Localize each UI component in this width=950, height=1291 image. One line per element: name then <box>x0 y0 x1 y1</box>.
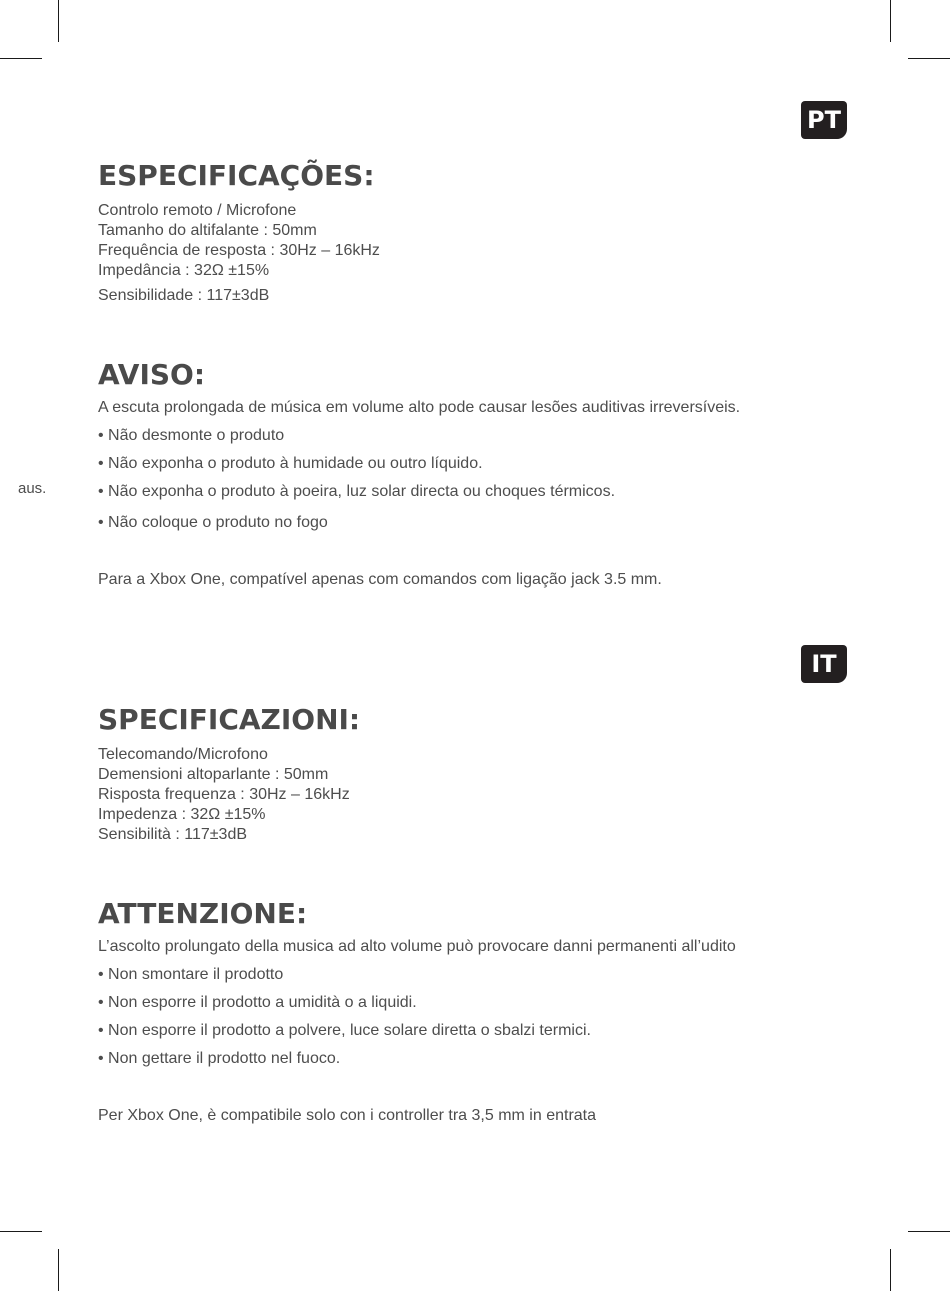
crop-mark-bottom-left-vertical <box>58 1249 59 1291</box>
it-warning-bullet: • Non esporre il prodotto a polvere, luce solare diretta o sbalzi termici. <box>98 1022 591 1039</box>
crop-mark-bottom-right-horizontal <box>908 1231 950 1232</box>
pt-spec-line: Controlo remoto / Microfone <box>98 202 297 219</box>
it-compatibility-note: Per Xbox One, è compatibile solo con i controller tra 3,5 mm in entrata <box>98 1107 597 1124</box>
it-specs-section <box>98 704 360 845</box>
pt-warning-section <box>98 359 740 537</box>
pt-specs-title: ESPECIFICAÇÕES: <box>98 159 375 192</box>
pt-specs-section <box>98 160 380 306</box>
stray-text: aus. <box>18 480 47 497</box>
it-spec-line: Risposta frequenza : 30Hz – 16kHz <box>98 786 350 803</box>
language-badge-it: IT <box>801 645 847 683</box>
pt-spec-line: Impedância : 32Ω ±15% <box>98 262 270 279</box>
pt-warning-intro: A escuta prolongada de música em volume alto pode causar lesões auditivas irreversíveis. <box>98 399 741 416</box>
pt-compatibility-note: Para a Xbox One, compatível apenas com comandos com ligação jack 3.5 mm. <box>98 571 662 588</box>
pt-warning-bullet: • Não coloque o produto no fogo <box>98 514 328 531</box>
it-warning-bullet: • Non smontare il prodotto <box>98 966 284 983</box>
pt-warning-bullet: • Não exponha o produto à humidade ou outro líquido. <box>98 455 483 472</box>
pt-spec-line: Frequência de resposta : 30Hz – 16kHz <box>98 242 380 259</box>
it-spec-line: Impedenza : 32Ω ±15% <box>98 806 266 823</box>
pt-spec-line: Tamanho do altifalante : 50mm <box>98 222 317 239</box>
it-warning-bullet: • Non gettare il prodotto nel fuoco. <box>98 1050 341 1067</box>
pt-warning-title: AVISO: <box>98 358 206 391</box>
crop-mark-top-right-vertical <box>890 0 891 42</box>
it-spec-line: Telecomando/Microfono <box>98 746 268 763</box>
crop-mark-bottom-left-horizontal <box>0 1231 42 1232</box>
it-warning-section <box>98 898 736 1073</box>
it-spec-line: Sensibilità : 117±3dB <box>98 826 248 843</box>
pt-warning-bullet: • Não exponha o produto à poeira, luz solar directa ou choques térmicos. <box>98 483 616 500</box>
pt-warning-bullet: • Não desmonte o produto <box>98 427 285 444</box>
it-warning-title: ATTENZIONE: <box>98 897 308 930</box>
crop-mark-bottom-right-vertical <box>890 1249 891 1291</box>
language-badge-pt: PT <box>801 101 847 139</box>
crop-mark-top-right-horizontal <box>908 58 950 59</box>
pt-spec-line: Sensibilidade : 117±3dB <box>98 287 270 304</box>
it-warning-intro: L’ascolto prolungato della musica ad alto volume può provocare danni permanenti all’udito <box>98 938 736 955</box>
crop-mark-top-left-vertical <box>58 0 59 42</box>
it-warning-bullet: • Non esporre il prodotto a umidità o a liquidi. <box>98 994 417 1011</box>
it-specs-title: SPECIFICAZIONI: <box>98 703 361 736</box>
crop-mark-top-left-horizontal <box>0 58 42 59</box>
it-spec-line: Demensioni altoparlante : 50mm <box>98 766 329 783</box>
